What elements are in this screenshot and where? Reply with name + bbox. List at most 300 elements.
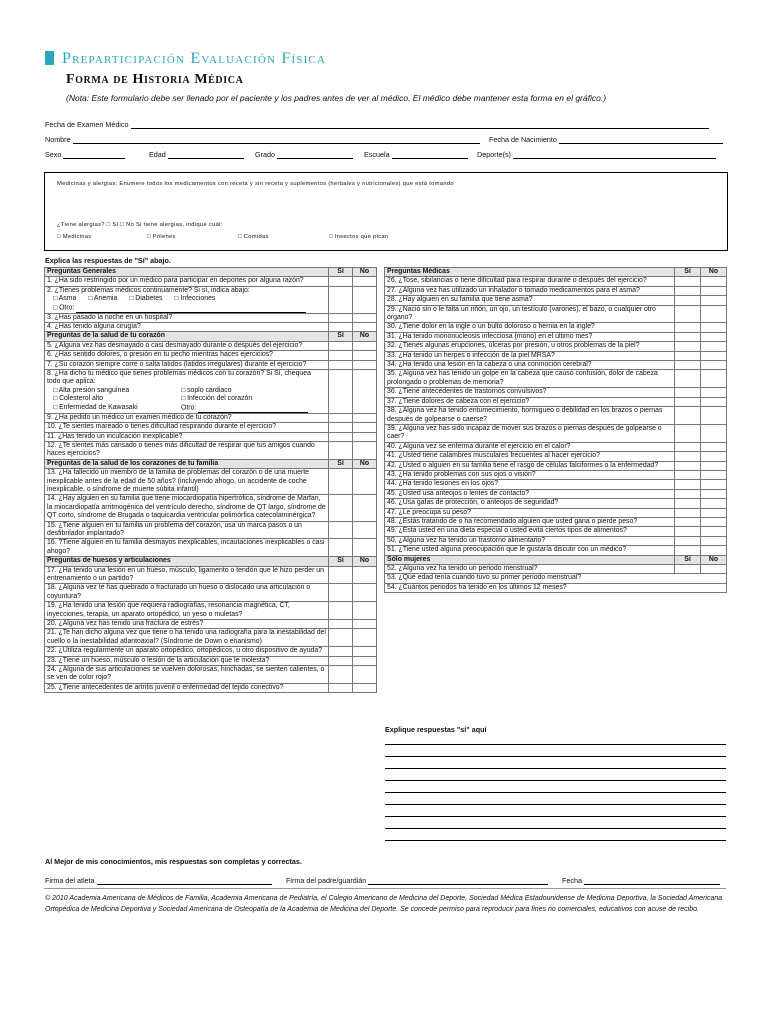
copyright-notice: © 2010 Academia Americana de Médicos de Familia, Academia Americana de Pediatría, el Colegio Americano de Medicina del Deporte, Sociedad Médica Estadounidense de Medicina Deportiva, la Sociedad Americana Ortopédica de Medicina Deportiva y Sociedad Americana de Osteopatía de la Academia de Medicina del Deporte. Se concede permiso para reproducir para fines no comerciales, educativos con acuse de recibo. — [45, 895, 723, 913]
sex-field[interactable] — [45, 150, 125, 159]
yes-cell[interactable] — [329, 521, 353, 539]
yes-cell[interactable] — [675, 527, 701, 536]
question-row — [385, 508, 727, 517]
yes-cell[interactable] — [675, 351, 701, 360]
birthdate-field[interactable] — [489, 135, 723, 144]
section-header-row — [45, 557, 377, 566]
question-row — [385, 342, 727, 351]
question-row — [45, 656, 377, 665]
question-row — [385, 277, 727, 286]
question-row — [385, 461, 727, 470]
question-row — [45, 566, 377, 584]
question-text: 44. ¿Ha tenido lesiones en los ojos? — [385, 480, 675, 489]
yes-cell[interactable] — [675, 480, 701, 489]
infections-checkbox[interactable]: □ Infecciones — [174, 295, 216, 303]
yes-cell[interactable] — [675, 397, 701, 406]
name-label: Nombre — [45, 135, 71, 144]
q2-other-line[interactable] — [76, 304, 306, 313]
no-cell[interactable] — [353, 423, 377, 432]
question-row — [45, 277, 377, 286]
no-cell[interactable] — [701, 286, 727, 295]
question-text: 7. ¿Su corazón siempre corre o salta latidos (latidos irregulares) durante el ejercicio? — [45, 360, 329, 369]
yes-cell[interactable] — [675, 565, 701, 574]
yes-cell[interactable] — [329, 656, 353, 665]
no-cell[interactable] — [701, 361, 727, 370]
yes-header: Sí — [675, 555, 701, 564]
school-field[interactable] — [364, 150, 468, 159]
question-row — [45, 584, 377, 602]
no-cell[interactable] — [701, 351, 727, 360]
no-cell[interactable] — [353, 370, 377, 414]
question-text: 11. ¿Has tenido un inculcación inexplicable? — [45, 432, 329, 441]
yes-header: Sí — [329, 268, 353, 277]
no-cell[interactable] — [353, 469, 377, 495]
no-cell[interactable] — [353, 683, 377, 692]
allergies-question: ¿Tiene alergias? □ Sí □ No Si tiene alergias, indique cuál: — [57, 222, 223, 228]
question-text: 5. ¿Alguna vez has desmayado o casi desmayado durante o después del ejercicio? — [45, 341, 329, 350]
yes-cell[interactable] — [675, 424, 701, 442]
section-header: Preguntas de la salud de los corazones de tu familia — [45, 459, 329, 468]
question-text: 40. ¿Alguna vez se enferma durante el ejercicio en el calor? — [385, 442, 675, 451]
yes-cell[interactable] — [329, 666, 353, 684]
question-row — [385, 574, 727, 583]
no-cell[interactable] — [353, 351, 377, 360]
question-row — [385, 470, 727, 479]
explain-line[interactable] — [385, 840, 726, 841]
footer-divider — [44, 888, 726, 889]
question-text: 3. ¿Has pasado la noche en un hospital? — [45, 313, 329, 322]
section-header: Preguntas Generales — [45, 268, 329, 277]
question-text: 42. ¿Usted o alguien en su familia tiene el rasgo de células falciformes o la enfermedad? — [385, 461, 675, 470]
no-cell[interactable] — [353, 647, 377, 656]
no-cell[interactable] — [701, 461, 727, 470]
no-cell[interactable] — [353, 566, 377, 584]
yes-cell[interactable] — [675, 370, 701, 388]
exam-date-field[interactable] — [45, 120, 709, 129]
question-text: 35. ¿Alguna vez has tenido un golpe en la cabeza que causó confusión, dolor de cabeza prolongado o problemas de memoria? — [385, 370, 675, 388]
no-cell[interactable] — [701, 536, 727, 545]
yes-cell[interactable] — [675, 461, 701, 470]
yes-header: Sí — [329, 557, 353, 566]
question-row — [385, 388, 727, 397]
section-header: Preguntas de huesos y articulaciones — [45, 557, 329, 566]
explain-yes-instruction: Explica las respuestas de "Sí" abajo. — [45, 256, 171, 265]
question-text: 26. ¿Tose, sibilancias o tiene dificultad para respirar durante o después del ejercicio? — [385, 277, 675, 286]
explain-yes-title: Explique respuestas "sí" aquí — [385, 725, 487, 734]
no-cell[interactable] — [701, 397, 727, 406]
yes-cell[interactable] — [675, 277, 701, 286]
question-row — [385, 480, 727, 489]
form-note: (Nota: Este formulario debe ser llenado por el paciente y los padres antes de ver al médico. El médico debe mantener esta forma en el gráfico.) — [66, 93, 607, 103]
question-row — [45, 360, 377, 369]
q2-other[interactable] — [47, 304, 326, 313]
question-text: 25. ¿Tiene antecedentes de artritis juvenil o enfermedad del tejido conectivo? — [45, 683, 329, 692]
no-header: No — [353, 268, 377, 277]
question-text[interactable]: 53. ¿Qué edad tenía cuando tuvo su primer periodo menstrual? — [385, 574, 727, 583]
allergy-pollen-checkbox[interactable]: □ Pólenes — [147, 234, 176, 240]
no-cell[interactable] — [701, 499, 727, 508]
birthdate-label: Fecha de Nacimiento — [489, 135, 557, 144]
yes-cell[interactable] — [329, 469, 353, 495]
yes-cell[interactable] — [675, 517, 701, 526]
question-row — [45, 620, 377, 629]
question-text: 39. ¿Alguna vez has sido incapaz de mover sus brazos o piernas después de golpearse o caer? — [385, 424, 675, 442]
question-row — [385, 351, 727, 360]
question-text: 24. ¿Alguna de sus articulaciones se vuelven dolorosas, hinchadas, se sienten calientes, o se ven de color rojo? — [45, 666, 329, 684]
high-cholesterol-checkbox[interactable]: □ Colesterol alto — [53, 395, 104, 403]
medications-text: Medicinas y alergias: Enumere todos los medicamentos con receta y sin receta y suplementos (herbales y nutricionales) que está tomando — [57, 181, 454, 187]
question-text: 14. ¿Hay alguien en su familia que tiene miocardiopatía hipertrófica, síndrome de Marfan, la miocardiopatía arritmogénica del ventrículo derecho, síndrome de QT largo, síndrome de QT corto, síndrome de Brugada o taquicardia ventricular polimórfica catecolaminérgica? — [45, 495, 329, 521]
question-row — [385, 370, 727, 388]
question-text: 22. ¿Utiliza regularmente un aparato ortopédico, ortopédicos, u otro dispositivo de ayuda? — [45, 647, 329, 656]
question-text: 17. ¿Ha tenido una lesión en un hueso, músculo, ligamento o tendón que le hizo perder un entrenamiento o un partido? — [45, 566, 329, 584]
explain-line[interactable] — [385, 828, 726, 829]
yes-cell[interactable] — [675, 361, 701, 370]
question-row — [45, 666, 377, 684]
yes-cell[interactable] — [329, 683, 353, 692]
no-cell[interactable] — [701, 332, 727, 341]
yes-cell[interactable] — [675, 305, 701, 323]
question-text: 1. ¿Ha sido restringido por un médico para participar en deportes por alguna razón? — [45, 277, 329, 286]
explain-line[interactable] — [385, 768, 726, 769]
sports-line[interactable] — [513, 150, 716, 159]
question-text: 18. ¿Alguna vez te has quebrado o fracturado un hueso o dislocado una articulación o coyuntura? — [45, 584, 329, 602]
no-cell[interactable] — [701, 407, 727, 425]
question-text: 48. ¿Estás tratando de o ha recomendado alguien que usted gana o pierde peso? — [385, 517, 675, 526]
question-text: 13. ¿Ha fallecido un miembro de la familia de problemas del corazón o de una muerte inexplicable antes de la edad de 50 años? (incluyendo ahogo, un accidente de coche inexplicable, o síndrome de muerte súbita infantil) — [45, 469, 329, 495]
yes-cell[interactable] — [329, 286, 353, 313]
yes-cell[interactable] — [329, 351, 353, 360]
question-row — [45, 323, 377, 332]
question-row — [385, 527, 727, 536]
yes-cell[interactable] — [675, 442, 701, 451]
no-cell[interactable] — [701, 370, 727, 388]
explain-line[interactable] — [385, 744, 726, 745]
yes-cell[interactable] — [329, 620, 353, 629]
sports-field[interactable] — [477, 150, 716, 159]
question-text: 41. ¿Usted tiene calambres musculares frecuentes al hacer ejercicio? — [385, 452, 675, 461]
yes-cell[interactable] — [329, 341, 353, 350]
no-cell[interactable] — [701, 508, 727, 517]
question-text — [45, 370, 329, 414]
yes-cell[interactable] — [675, 499, 701, 508]
explain-line[interactable] — [385, 816, 726, 817]
date-label: Fecha — [562, 876, 582, 885]
question-row — [385, 397, 727, 406]
question-text: 37. ¿Tiene dolores de cabeza con el ejercicio? — [385, 397, 675, 406]
q2-other-label: □ Otro: — [53, 304, 75, 312]
no-cell[interactable] — [353, 666, 377, 684]
yes-cell[interactable] — [329, 566, 353, 584]
yes-cell[interactable] — [675, 332, 701, 341]
no-header: No — [701, 555, 727, 564]
question-text: 27. ¿Alguna vez has utilizado un inhalador o tomado medicamentos para el asma? — [385, 286, 675, 295]
question-text: 15. ¿Tiene alguien en tu familia un problema del corazón, usa un marca pasos o un desfibrilador implantado? — [45, 521, 329, 539]
question-text: 33. ¿Ha tenido un herpes o infección de la piel MRSA? — [385, 351, 675, 360]
question-text: 45. ¿Usted usa anteojos o lentes de contacto? — [385, 489, 675, 498]
q8-other[interactable] — [181, 404, 321, 413]
yes-cell[interactable] — [675, 508, 701, 517]
yes-cell[interactable] — [675, 342, 701, 351]
no-cell[interactable] — [701, 565, 727, 574]
yes-cell[interactable] — [675, 470, 701, 479]
grade-label: Grado — [255, 150, 275, 159]
athlete-signature-label: Firma del atleta — [45, 876, 95, 885]
explain-line[interactable] — [385, 756, 726, 757]
question-text: 19. ¿Ha tenido una lesión que requiera radiografías, resonancia magnética, CT, inyecciones, terapia, un aparato ortopédico, un yeso o muletas? — [45, 602, 329, 620]
section-header: Preguntas de la salud de tu corazón — [45, 332, 329, 341]
diabetes-checkbox[interactable]: □ Diabetes — [129, 295, 163, 303]
section-header-row — [45, 459, 377, 468]
no-cell[interactable] — [353, 432, 377, 441]
age-line[interactable] — [168, 150, 244, 159]
explain-line[interactable] — [385, 804, 726, 805]
question-text: 46. ¿Usa gafas de protección, o anteojos de seguridad? — [385, 499, 675, 508]
no-cell[interactable] — [353, 539, 377, 557]
yes-cell[interactable] — [675, 407, 701, 425]
exam-date-line[interactable] — [131, 120, 709, 129]
q8-other-line[interactable] — [198, 404, 308, 413]
parent-signature-field[interactable] — [286, 876, 548, 885]
question-row — [385, 546, 727, 555]
question-row — [45, 539, 377, 557]
question-text: 49. ¿Está usted en una dieta especial o usted evita ciertos tipos de alimentos? — [385, 527, 675, 536]
left-questions-table — [44, 267, 377, 693]
certification-statement: Al Mejor de mis conocimientos, mis respuestas son completas y correctas. — [45, 857, 302, 866]
no-cell[interactable] — [701, 388, 727, 397]
yes-cell[interactable] — [329, 602, 353, 620]
explain-line[interactable] — [385, 780, 726, 781]
no-cell[interactable] — [353, 495, 377, 521]
section-header-row — [45, 332, 377, 341]
birthdate-line[interactable] — [559, 135, 723, 144]
question-text: 9. ¿Ha pedido un médico un examen médico de tu corazón? — [45, 413, 329, 422]
school-label: Escuela — [364, 150, 390, 159]
yes-cell[interactable] — [329, 277, 353, 286]
yes-cell[interactable] — [329, 323, 353, 332]
no-cell[interactable] — [701, 305, 727, 323]
no-header: No — [701, 268, 727, 277]
no-cell[interactable] — [701, 489, 727, 498]
question-row — [45, 647, 377, 656]
question-row — [45, 370, 377, 414]
question-text: 50. ¿Alguna vez ha tenido un trastorno alimentario? — [385, 536, 675, 545]
question-text: 52. ¿Alguna vez ha tenido un periodo menstrual? — [385, 565, 675, 574]
athlete-signature-field[interactable] — [45, 876, 272, 885]
question-row — [385, 332, 727, 341]
question-text: 47. ¿Le preocupa su peso? — [385, 508, 675, 517]
name-field[interactable] — [45, 135, 480, 144]
right-questions-table — [384, 267, 727, 593]
question-row — [45, 341, 377, 350]
no-header: No — [353, 332, 377, 341]
yes-cell[interactable] — [675, 388, 701, 397]
no-cell[interactable] — [353, 277, 377, 286]
no-cell[interactable] — [353, 441, 377, 459]
high-blood-pressure-checkbox[interactable]: □ Alta presión sanguínea — [53, 386, 130, 394]
yes-cell[interactable] — [675, 536, 701, 545]
anemia-checkbox[interactable]: □ Anemia — [88, 295, 118, 303]
exam-date-label: Fecha de Examen Médico — [45, 120, 129, 129]
yes-cell[interactable] — [329, 647, 353, 656]
question-row — [385, 361, 727, 370]
yes-cell[interactable] — [329, 441, 353, 459]
question-row — [385, 517, 727, 526]
question-row — [385, 296, 727, 305]
sex-line[interactable] — [63, 150, 125, 159]
no-cell[interactable] — [701, 480, 727, 489]
name-line[interactable] — [73, 135, 480, 144]
question-text: 30. ¿Tiene dolor en la ingle o un bulto doloroso o hernia en la ingle? — [385, 323, 675, 332]
no-cell[interactable] — [701, 277, 727, 286]
no-cell[interactable] — [353, 602, 377, 620]
medications-box[interactable] — [44, 172, 728, 251]
question-text: 12. ¿Te sientes más cansado o tienes más dificultad de respirar que tus amigos cuando haces ejercicios? — [45, 441, 329, 459]
no-cell[interactable] — [353, 413, 377, 422]
yes-cell[interactable] — [329, 423, 353, 432]
question-row — [45, 432, 377, 441]
question-row — [385, 323, 727, 332]
question-row — [45, 495, 377, 521]
athlete-signature-line[interactable] — [97, 876, 272, 885]
parent-signature-label: Firma del padre/guardián — [286, 876, 367, 885]
question-2-text: 2. ¿Tienes problemas médicos continuamente? Si sí, indica abajo: — [47, 286, 250, 294]
no-cell[interactable] — [353, 360, 377, 369]
question-text — [45, 286, 329, 313]
question-row — [45, 351, 377, 360]
sports-label: Deporte(s) — [477, 150, 511, 159]
question-row — [45, 441, 377, 459]
question-row — [45, 521, 377, 539]
no-cell[interactable] — [353, 629, 377, 647]
question-row — [385, 565, 727, 574]
age-field[interactable] — [149, 150, 244, 159]
yes-cell[interactable] — [675, 286, 701, 295]
no-cell[interactable] — [353, 656, 377, 665]
heart-murmur-checkbox[interactable]: □ soplo cardiaco — [181, 386, 232, 394]
yes-cell[interactable] — [675, 489, 701, 498]
yes-header: Sí — [675, 268, 701, 277]
allergy-medicines-checkbox[interactable]: □ Medicinas — [57, 234, 92, 240]
question-text: 31. ¿Ha tenido mononucleosis infecciosa (mono) en el último mes? — [385, 332, 675, 341]
question-text: 34. ¿Ha tenido una lesión en la cabeza o una conmoción cerebral? — [385, 361, 675, 370]
yes-cell[interactable] — [675, 323, 701, 332]
no-cell[interactable] — [353, 341, 377, 350]
yes-cell[interactable] — [675, 452, 701, 461]
section-header: Sólo mujeres — [385, 555, 675, 564]
q8-options — [47, 387, 326, 413]
yes-cell[interactable] — [329, 629, 353, 647]
question-row — [385, 583, 727, 592]
yes-cell[interactable] — [329, 495, 353, 521]
question-row — [385, 442, 727, 451]
asthma-checkbox[interactable]: □ Asma — [53, 295, 77, 303]
no-cell[interactable] — [701, 527, 727, 536]
allergy-insects-checkbox[interactable]: □ Insectos que pican — [329, 234, 389, 240]
yes-cell[interactable] — [329, 413, 353, 422]
question-text: 21. ¿Te han dicho alguna vez que tiene o ha tenido una radiografía para la inestabilidad del cuello o la inestabilidad atlantoaxial? (Síndrome de Down o enanismo) — [45, 629, 329, 647]
no-cell[interactable] — [701, 517, 727, 526]
title-accent-bar — [45, 51, 54, 65]
no-cell[interactable] — [701, 452, 727, 461]
yes-cell[interactable] — [329, 313, 353, 322]
page-title: Preparticipación Evaluación Física — [62, 50, 327, 67]
question-text: 20. ¿Alguna vez has tenido una fractura de estrés? — [45, 620, 329, 629]
explain-line[interactable] — [385, 792, 726, 793]
section-header: Preguntas Médicas — [385, 268, 675, 277]
no-cell[interactable] — [353, 620, 377, 629]
no-cell[interactable] — [353, 521, 377, 539]
heart-infection-checkbox[interactable]: □ Infección del corazón — [181, 395, 253, 403]
no-cell[interactable] — [353, 584, 377, 602]
no-cell[interactable] — [353, 286, 377, 313]
no-cell[interactable] — [701, 470, 727, 479]
question-row — [45, 602, 377, 620]
question-text: 16. ?Tiene alguien en tu familia desmayos inexplicables, incautaciones inexplicables o casi ahogo? — [45, 539, 329, 557]
date-field[interactable] — [562, 876, 720, 885]
question-row — [385, 286, 727, 295]
question-row — [45, 413, 377, 422]
no-cell[interactable] — [701, 296, 727, 305]
no-cell[interactable] — [353, 313, 377, 322]
no-cell[interactable] — [701, 342, 727, 351]
no-cell[interactable] — [701, 323, 727, 332]
grade-field[interactable] — [255, 150, 353, 159]
no-cell[interactable] — [353, 323, 377, 332]
yes-cell[interactable] — [329, 360, 353, 369]
parent-signature-line[interactable] — [368, 876, 548, 885]
section-header-row — [385, 268, 727, 277]
yes-cell[interactable] — [329, 539, 353, 557]
question-text: 43. ¿Ha tenido problemas con sus ojos o visión? — [385, 470, 675, 479]
no-header: No — [353, 557, 377, 566]
allergy-food-checkbox[interactable]: □ Comidas — [238, 234, 269, 240]
question-8-text: 8. ¿Ha dicho tu médico que tienes problemas médicos con tu corazón? Si Sí, chequea todo que aplica: — [47, 370, 311, 386]
date-line[interactable] — [584, 876, 720, 885]
question-row — [45, 683, 377, 692]
yes-cell[interactable] — [329, 584, 353, 602]
yes-cell[interactable] — [675, 546, 701, 555]
question-row — [385, 424, 727, 442]
school-line[interactable] — [392, 150, 468, 159]
q8-other-label: Otro: — [181, 404, 197, 412]
grade-line[interactable] — [277, 150, 353, 159]
no-cell[interactable] — [701, 424, 727, 442]
sex-label: Sexo — [45, 150, 62, 159]
question-text: 4. ¿Has tenido alguna cirugía? — [45, 323, 329, 332]
question-row — [385, 407, 727, 425]
question-row — [45, 286, 377, 313]
yes-cell[interactable] — [329, 432, 353, 441]
question-row — [385, 305, 727, 323]
kawasaki-checkbox[interactable]: □ Enfermedad de Kawasaki — [53, 403, 138, 411]
question-text: 28. ¿Hay alguien en su familia que tiene asma? — [385, 296, 675, 305]
no-cell[interactable] — [701, 546, 727, 555]
yes-cell[interactable] — [675, 296, 701, 305]
question-row — [385, 452, 727, 461]
question-text: 32. ¿Tienes algunas erupciones, úlceras por presión, u otros problemas de la piel? — [385, 342, 675, 351]
question-text: 6. ¿Has sentido dolores, o presión en tu pecho mientras haces ejercicios? — [45, 351, 329, 360]
no-header: No — [353, 459, 377, 468]
question-text[interactable]: 54. ¿Cuántos periodos ha tenido en los últimos 12 meses? — [385, 583, 727, 592]
question-text: 29. ¿Nació sin o le falta un riñón, un ojo, un testículo (varones), el bazo, o cualquier otro órgano? — [385, 305, 675, 323]
question-row — [385, 499, 727, 508]
question-row — [45, 313, 377, 322]
question-text: 36. ¿Tiene antecedentes de trastornos convulsivos? — [385, 388, 675, 397]
no-cell[interactable] — [701, 442, 727, 451]
yes-cell[interactable] — [329, 370, 353, 414]
section-header-row — [385, 555, 727, 564]
